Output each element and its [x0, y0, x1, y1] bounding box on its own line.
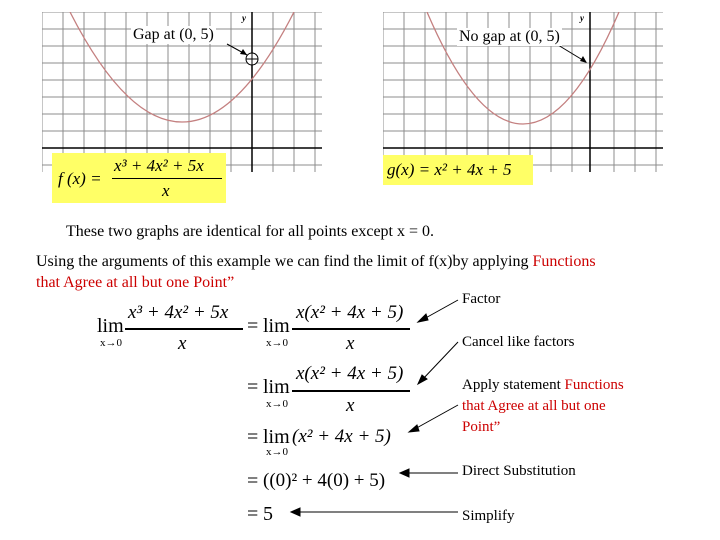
y-axis-label: y	[580, 13, 584, 23]
expression-5: ((0)² + 4(0) + 5)	[263, 470, 386, 491]
y-axis-label: y	[242, 13, 246, 23]
lim-sub-4: x→0	[266, 446, 288, 458]
lim-4: lim	[263, 426, 290, 448]
g-formula: g(x) = x² + 4x + 5	[387, 160, 512, 179]
lim-3: lim	[263, 376, 290, 398]
denominator-1: x	[178, 333, 187, 354]
numerator-2: x(x² + 4x + 5)	[296, 302, 404, 323]
step-label-factor: Factor	[462, 291, 501, 307]
f-formula-lhs: f (x) =	[58, 169, 102, 188]
equals-3: =	[247, 426, 259, 448]
numerator-1: x³ + 4x² + 5x	[128, 302, 229, 323]
denominator-2: x	[346, 333, 355, 354]
lim-sub-1: x→0	[100, 337, 122, 349]
f-formula-denominator: x	[162, 181, 170, 200]
lim-sub-3: x→0	[266, 398, 288, 410]
equals-4: =	[247, 470, 259, 492]
equals-5: =	[247, 503, 259, 525]
result: 5	[263, 503, 273, 525]
arrow-apply	[413, 405, 458, 430]
arrow-cancel	[422, 342, 458, 380]
lim-1: lim	[97, 315, 124, 337]
step-label-apply: Apply statement Functions that Agree at all but one Point”	[462, 377, 624, 435]
step-label-cancel: Cancel like factors	[462, 334, 575, 350]
equals-1: =	[247, 315, 259, 337]
intro-line-1: Using the arguments of this example we can find the limit of f(x)by applying Functions	[36, 253, 596, 270]
expression-4: (x² + 4x + 5)	[292, 426, 391, 447]
step-label-simplify: Simplify	[462, 508, 515, 524]
no-gap-callout-label: No gap at (0, 5)	[459, 28, 560, 45]
lim-sub-2: x→0	[266, 337, 288, 349]
gap-callout-label: Gap at (0, 5)	[133, 26, 214, 43]
numerator-3: x(x² + 4x + 5)	[296, 363, 404, 384]
intro-line-2: that Agree at all but one Point”	[36, 274, 235, 291]
denominator-3: x	[346, 395, 355, 416]
lim-2: lim	[263, 315, 290, 337]
equals-2: =	[247, 376, 259, 398]
identical-note: These two graphs are identical for all points except x = 0.	[66, 223, 435, 240]
f-formula-numerator: x³ + 4x² + 5x	[114, 156, 204, 175]
step-label-direct-substitution: Direct Substitution	[462, 463, 576, 479]
